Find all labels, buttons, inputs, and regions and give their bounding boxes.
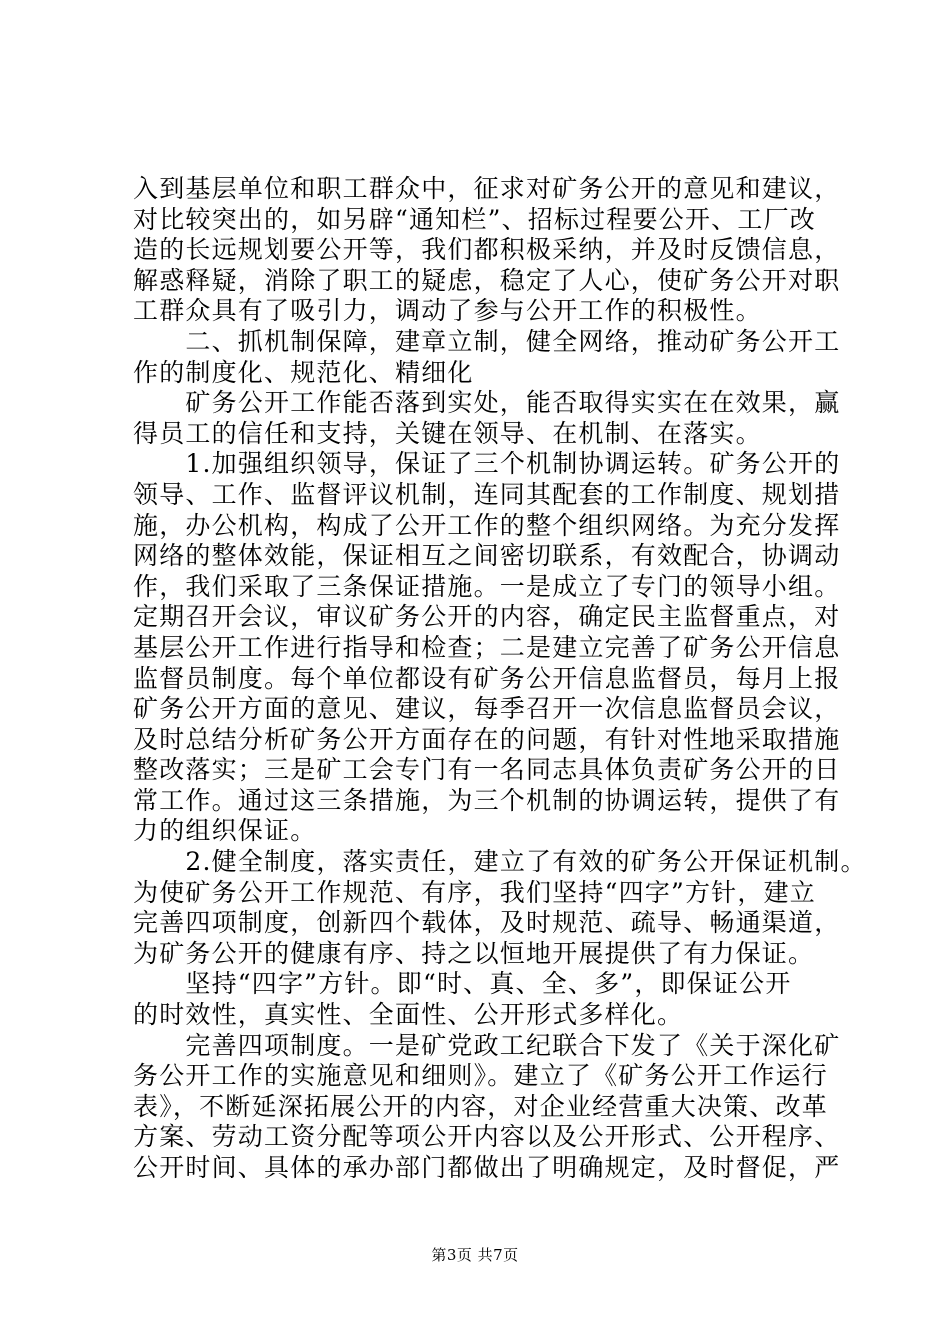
text-line: 公开时间、具体的承办部门都做出了明确规定，及时督促，严 <box>133 1153 841 1182</box>
text-line: 矿务公开方面的意见、建议，每季召开一次信息监督员会议， <box>133 694 841 724</box>
text-line: 工群众具有了吸引力，调动了参与公开工作的积极性。 <box>133 296 762 326</box>
text-line: 表》，不断延深拓展公开的内容，对企业经营重大决策、改革 <box>133 1091 828 1121</box>
text-line: 1.加强组织领导，保证了三个机制协调运转。矿务公开的 <box>133 449 841 479</box>
text-line: 造的长远规划要公开等，我们都积极采纳，并及时反馈信息， <box>133 235 841 265</box>
text-line: 施，办公机构，构成了公开工作的整个组织网络。为充分发挥 <box>133 510 841 540</box>
text-line: 2.健全制度，落实责任，建立了有效的矿务公开保证机制。 <box>133 847 867 877</box>
text-line: 及时总结分析矿务公开方面存在的问题，有针对性地采取措施 <box>133 724 841 754</box>
text-line: 为矿务公开的健康有序、持之以恒地开展提供了有力保证。 <box>133 938 815 968</box>
text-line: 定期召开会议，审议矿务公开的内容，确定民主监督重点，对 <box>133 602 841 632</box>
text-line: 常工作。通过这三条措施，为三个机制的协调运转，提供了有 <box>133 785 841 815</box>
text-line: 作的制度化、规范化、精细化 <box>133 357 474 387</box>
page-footer: 第3页 共7页 <box>431 1246 519 1264</box>
text-line: 作，我们采取了三条保证措施。一是成立了专门的领导小组。 <box>133 571 841 601</box>
text-line: 完善四项制度，创新四个载体，及时规范、疏导、畅通渠道， <box>133 908 841 938</box>
text-line: 二、抓机制保障，建章立制，健全网络，推动矿务公开工 <box>133 326 841 356</box>
text-line: 解惑释疑，消除了职工的疑虑，稳定了人心，使矿务公开对职 <box>133 265 841 295</box>
text-line: 领导、工作、监督评议机制，连同其配套的工作制度、规划措 <box>133 479 841 509</box>
text-line: 监督员制度。每个单位都设有矿务公开信息监督员，每月上报 <box>133 663 841 693</box>
text-line: 为使矿务公开工作规范、有序，我们坚持“四字”方针，建立 <box>133 877 816 907</box>
text-line: 矿务公开工作能否落到实处，能否取得实实在在效果，赢 <box>133 388 841 418</box>
text-line: 坚持“四字”方针。即“时、真、全、多”，即保证公开 <box>133 969 792 999</box>
text-line: 网络的整体效能，保证相互之间密切联系，有效配合，协调动 <box>133 541 841 571</box>
text-line: 对比较突出的，如另辟“通知栏”、招标过程要公开、工厂改 <box>133 204 816 234</box>
text-line: 方案、劳动工资分配等项公开内容以及公开形式、公开程序、 <box>133 1122 841 1152</box>
text-line: 完善四项制度。一是矿党政工纪联合下发了《关于深化矿 <box>133 1030 841 1060</box>
text-line: 得员工的信任和支持，关键在领导、在机制、在落实。 <box>133 418 762 448</box>
text-line: 的时效性，真实性、全面性、公开形式多样化。 <box>133 1000 684 1030</box>
text-line: 务公开工作的实施意见和细则》。建立了《矿务公开工作运行 <box>133 1061 828 1091</box>
body-text <box>133 174 867 1184</box>
text-line: 基层公开工作进行指导和检查；二是建立完善了矿务公开信息 <box>133 632 841 662</box>
text-line: 力的组织保证。 <box>133 816 317 846</box>
text-line: 入到基层单位和职工群众中，征求对矿务公开的意见和建议， <box>133 174 841 203</box>
text-line: 整改落实；三是矿工会专门有一名同志具体负责矿务公开的日 <box>133 755 841 785</box>
